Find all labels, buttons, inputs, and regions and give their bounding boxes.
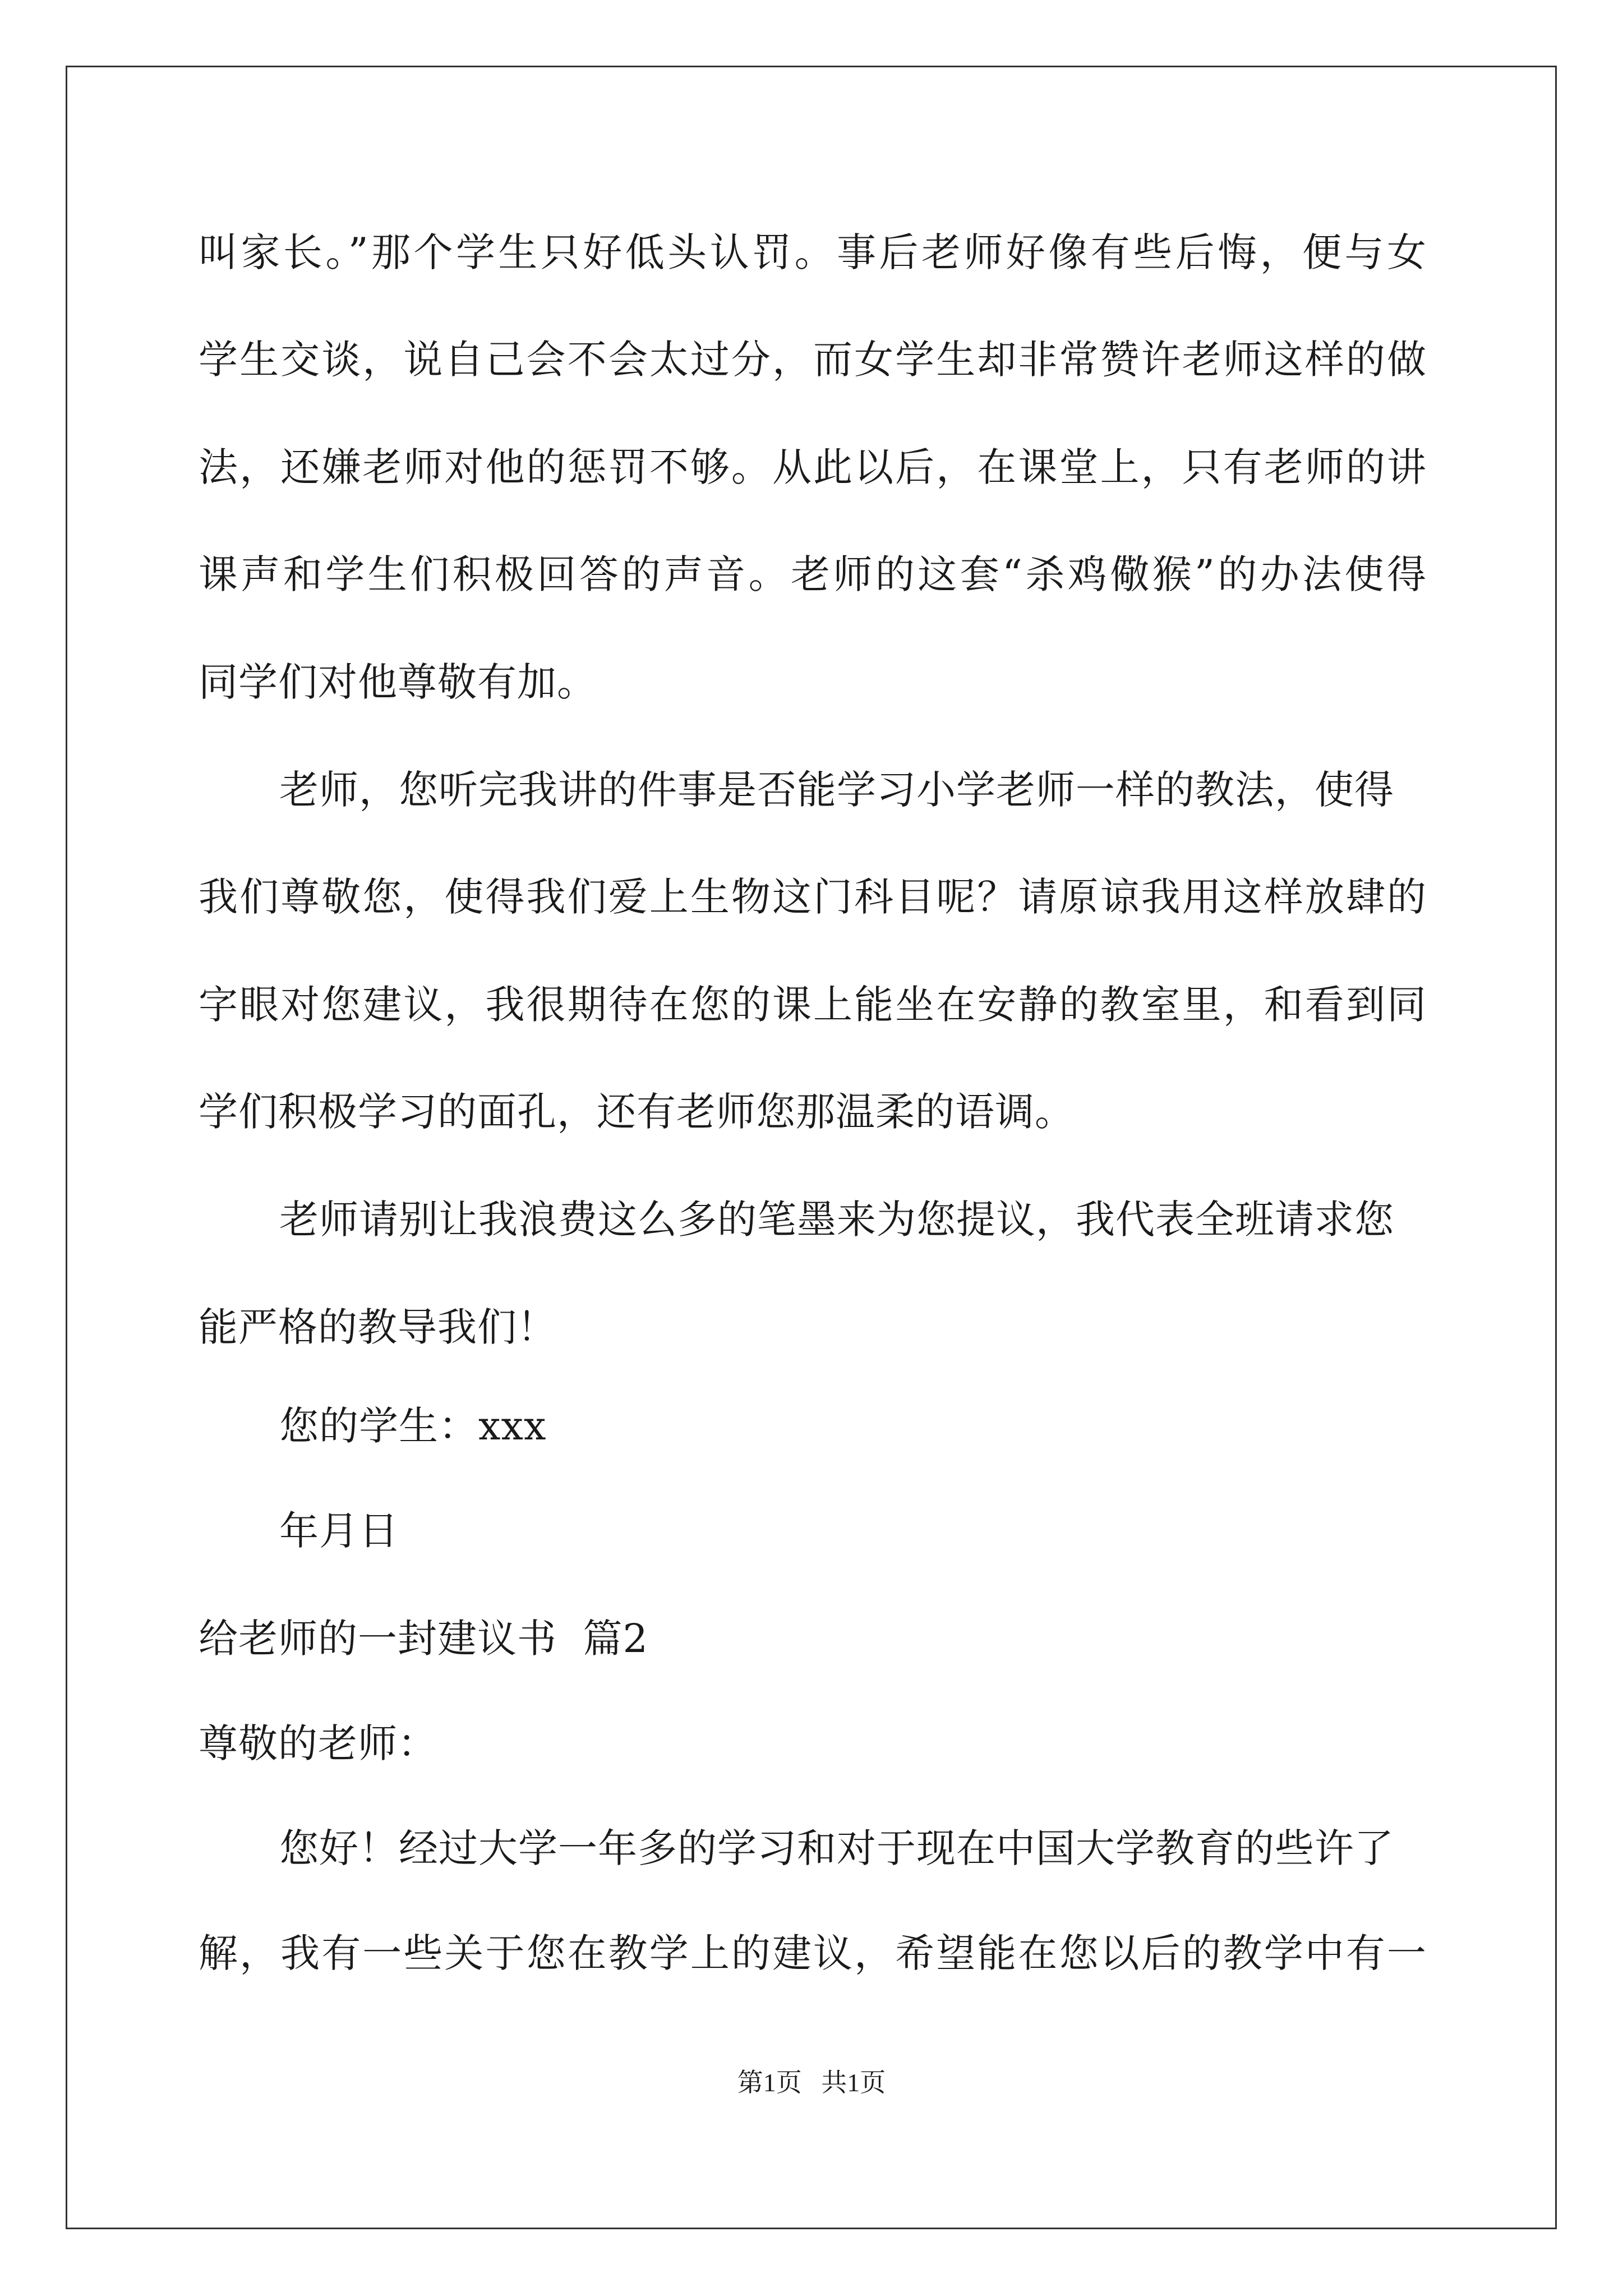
text-line: 学们积极学习的面孔，还有老师您那温柔的语调。: [199, 1089, 1075, 1135]
section-heading: 给老师的一封建议书 篇2: [199, 1616, 649, 1662]
date-line: 年月日: [279, 1508, 399, 1554]
text-line: 学生交谈，说自己会不会太过分，而女学生却非常赞许老师这样的做: [199, 337, 1427, 383]
text-line: 同学们对他尊敬有加。: [199, 659, 597, 705]
text-line: 能严格的教导我们！: [199, 1304, 557, 1350]
text-line: 叫家长。”那个学生只好低头认罚。事后老师好像有些后悔，便与女: [199, 229, 1427, 275]
paragraph-first-line: 老师请别让我浪费这么多的笔墨来为您提议，我代表全班请求您: [279, 1197, 1394, 1243]
salutation: 尊敬的老师：: [199, 1720, 437, 1766]
text-line: 解，我有一些关于您在教学上的建议，希望能在您以后的教学中有一: [199, 1930, 1427, 1976]
text-line: 我们尊敬您，使得我们爱上生物这门科目呢？请原谅我用这样放肆的: [199, 874, 1427, 920]
page-number: 第1页 共1页: [737, 2068, 886, 2097]
paragraph-first-line: 您好！经过大学一年多的学习和对于现在中国大学教育的些许了: [279, 1825, 1394, 1871]
signature-line: 您的学生：xxx: [279, 1403, 547, 1449]
page-border: [66, 66, 1557, 2229]
text-line: 课声和学生们积极回答的声音。老师的这套“杀鸡儆猴”的办法使得: [199, 551, 1427, 597]
text-line: 字眼对您建议，我很期待在您的课上能坐在安静的教室里，和看到同: [199, 982, 1427, 1028]
text-line: 法，还嫌老师对他的惩罚不够。从此以后，在课堂上，只有老师的讲: [199, 444, 1427, 490]
paragraph-first-line: 老师，您听完我讲的件事是否能学习小学老师一样的教法，使得: [279, 767, 1394, 813]
